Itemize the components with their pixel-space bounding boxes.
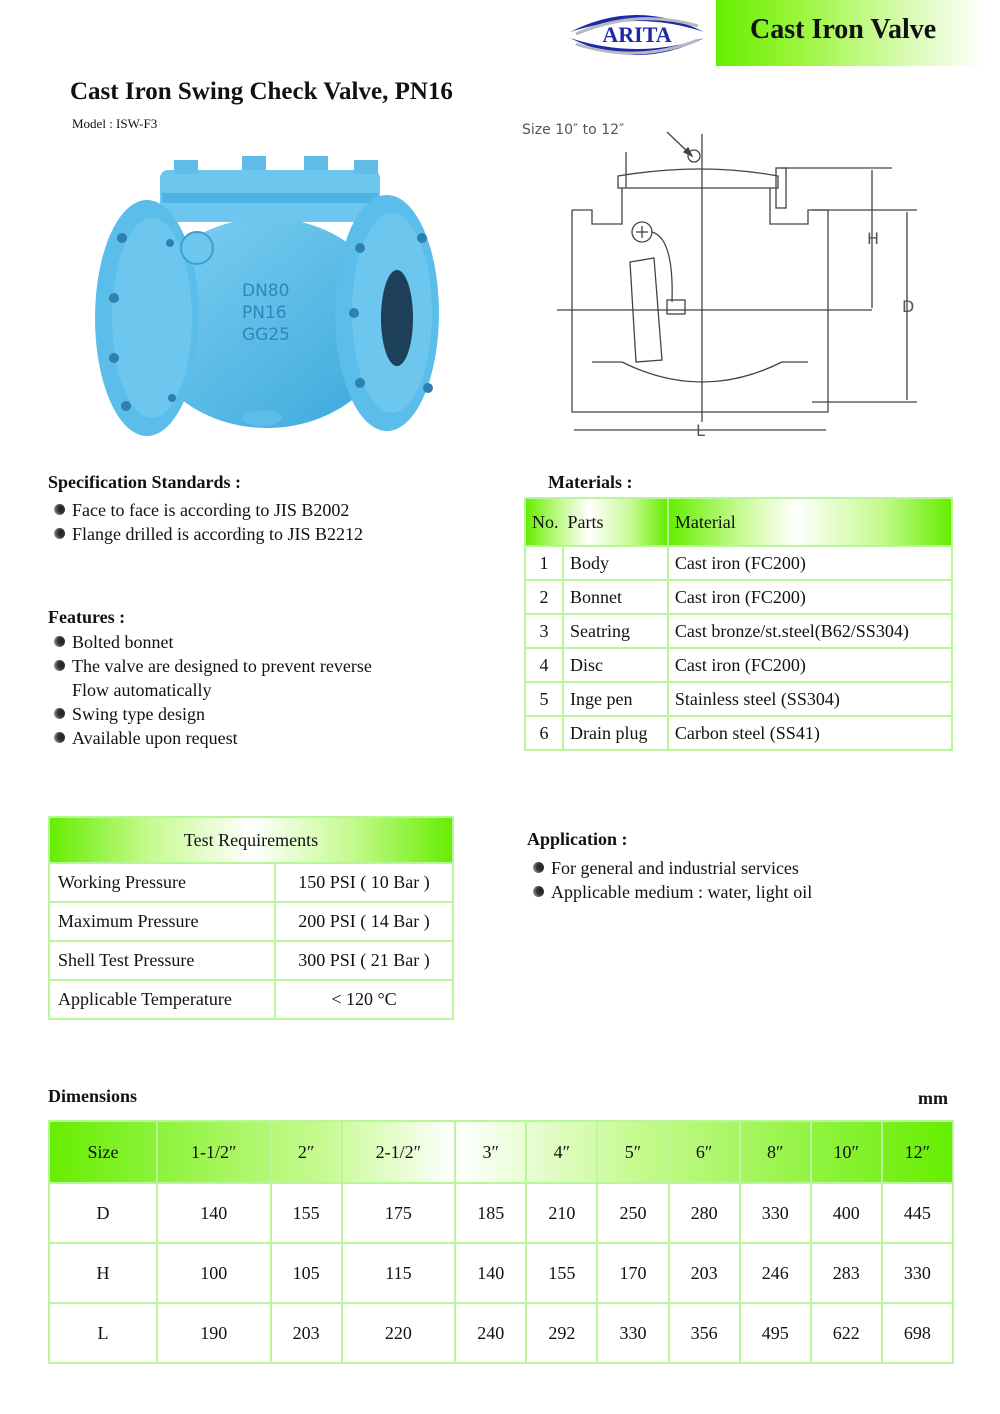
marking-pn: PN16 — [242, 303, 287, 323]
materials-header-row — [525, 498, 952, 546]
materials-table — [524, 497, 953, 751]
label-h: H — [867, 229, 880, 248]
bullet-icon — [54, 660, 65, 671]
table-cell: 495 — [740, 1303, 811, 1363]
table-cell: 400 — [811, 1183, 882, 1243]
table-row: 1 Body Cast iron (FC200) — [525, 546, 952, 580]
table-cell: 445 — [882, 1183, 953, 1243]
marking-dn: DN80 — [242, 281, 290, 301]
table-cell: 220 — [342, 1303, 456, 1363]
table-cell: 250 — [597, 1183, 668, 1243]
column-header: Size — [49, 1121, 157, 1183]
table-row — [49, 1303, 953, 1363]
list-item: Applicable medium : water, light oil — [527, 880, 812, 904]
spec-standards-heading: Specification Standards : — [48, 472, 242, 492]
column-header-no-parts: No. Parts — [525, 498, 668, 546]
row-label: L — [49, 1303, 157, 1363]
valve-photo — [92, 148, 442, 453]
table-row: 4 Disc Cast iron (FC200) — [525, 648, 952, 682]
label-d: D — [902, 297, 915, 316]
bullet-icon — [54, 528, 65, 539]
column-header-material: Material — [668, 498, 952, 546]
table-cell: 100 — [157, 1243, 271, 1303]
features-heading: Features : — [48, 607, 126, 627]
column-header: 2″ — [271, 1121, 342, 1183]
table-row: Applicable Temperature < 120 °C — [49, 980, 453, 1019]
materials-heading: Materials : — [548, 472, 633, 492]
table-cell: 240 — [455, 1303, 526, 1363]
test-requirements-table — [48, 816, 454, 1020]
table-cell: 330 — [740, 1183, 811, 1243]
column-header: 5″ — [597, 1121, 668, 1183]
table-cell: 115 — [342, 1243, 456, 1303]
table-row: 5 Inge pen Stainless steel (SS304) — [525, 682, 952, 716]
list-item: Flange drilled is according to JIS B2212 — [48, 522, 363, 546]
table-row: Shell Test Pressure 300 PSI ( 21 Bar ) — [49, 941, 453, 980]
bullet-icon — [54, 504, 65, 515]
table-cell: 185 — [455, 1183, 526, 1243]
table-cell: 203 — [669, 1243, 740, 1303]
model-number: Model : ISW-F3 — [72, 116, 158, 131]
list-item: Available upon request — [48, 726, 372, 750]
table-cell: 190 — [157, 1303, 271, 1363]
marking-gg: GG25 — [242, 325, 290, 345]
application-list — [527, 856, 812, 904]
table-cell: 622 — [811, 1303, 882, 1363]
dimensions-header-row — [49, 1121, 953, 1183]
column-header: 12″ — [882, 1121, 953, 1183]
list-item: Face to face is according to JIS B2002 — [48, 498, 363, 522]
column-header: 4″ — [526, 1121, 597, 1183]
dimensions-table — [48, 1120, 954, 1364]
column-header: 8″ — [740, 1121, 811, 1183]
column-header: 6″ — [669, 1121, 740, 1183]
table-cell: 330 — [882, 1243, 953, 1303]
column-header: 1-1/2″ — [157, 1121, 271, 1183]
brand-name: ARITA — [602, 22, 672, 47]
dimension-drawing — [512, 112, 932, 442]
table-cell: 155 — [271, 1183, 342, 1243]
table-row: 3 Seatring Cast bronze/st.steel(B62/SS304) — [525, 614, 952, 648]
table-cell: 170 — [597, 1243, 668, 1303]
table-cell: 283 — [811, 1243, 882, 1303]
column-header: 10″ — [811, 1121, 882, 1183]
table-cell: 210 — [526, 1183, 597, 1243]
list-item: Swing type design — [48, 702, 372, 726]
row-label: H — [49, 1243, 157, 1303]
table-cell: 356 — [669, 1303, 740, 1363]
list-item: Bolted bonnet — [48, 630, 372, 654]
list-item: For general and industrial services — [527, 856, 812, 880]
table-cell: 175 — [342, 1183, 456, 1243]
column-header: 2-1/2″ — [342, 1121, 456, 1183]
bullet-icon — [54, 732, 65, 743]
test-requirements-heading: Test Requirements — [49, 817, 453, 863]
table-cell: 292 — [526, 1303, 597, 1363]
list-item: The valve are designed to prevent reverse — [48, 654, 372, 678]
drawing-note: Size 10″ to 12″ — [522, 122, 625, 138]
spec-standards-list — [48, 498, 363, 546]
table-cell: 246 — [740, 1243, 811, 1303]
test-header-row — [49, 817, 453, 863]
row-label: D — [49, 1183, 157, 1243]
table-cell: 155 — [526, 1243, 597, 1303]
table-cell: 280 — [669, 1183, 740, 1243]
table-row: Maximum Pressure 200 PSI ( 14 Bar ) — [49, 902, 453, 941]
dimensions-heading: Dimensions — [48, 1086, 138, 1106]
table-row: 2 Bonnet Cast iron (FC200) — [525, 580, 952, 614]
table-row: 6 Drain plug Carbon steel (SS41) — [525, 716, 952, 750]
bullet-icon — [54, 636, 65, 647]
bullet-icon — [533, 862, 544, 873]
bullet-icon — [54, 708, 65, 719]
table-cell: 203 — [271, 1303, 342, 1363]
table-cell: 140 — [157, 1183, 271, 1243]
table-cell: 105 — [271, 1243, 342, 1303]
arita-logo — [562, 4, 712, 66]
label-l: L — [696, 421, 705, 440]
list-item-continuation: Flow automatically — [72, 680, 212, 700]
bullet-icon — [533, 886, 544, 897]
dimensions-unit: mm — [918, 1088, 948, 1108]
table-cell: 698 — [882, 1303, 953, 1363]
category-title: Cast Iron Valve — [750, 14, 937, 45]
application-heading: Application : — [527, 829, 628, 849]
table-row — [49, 1183, 953, 1243]
features-list — [48, 630, 372, 750]
table-cell: 140 — [455, 1243, 526, 1303]
column-header: 3″ — [455, 1121, 526, 1183]
table-cell: 330 — [597, 1303, 668, 1363]
page-title: Cast Iron Swing Check Valve, PN16 — [70, 78, 453, 105]
table-row — [49, 1243, 953, 1303]
table-row: Working Pressure 150 PSI ( 10 Bar ) — [49, 863, 453, 902]
